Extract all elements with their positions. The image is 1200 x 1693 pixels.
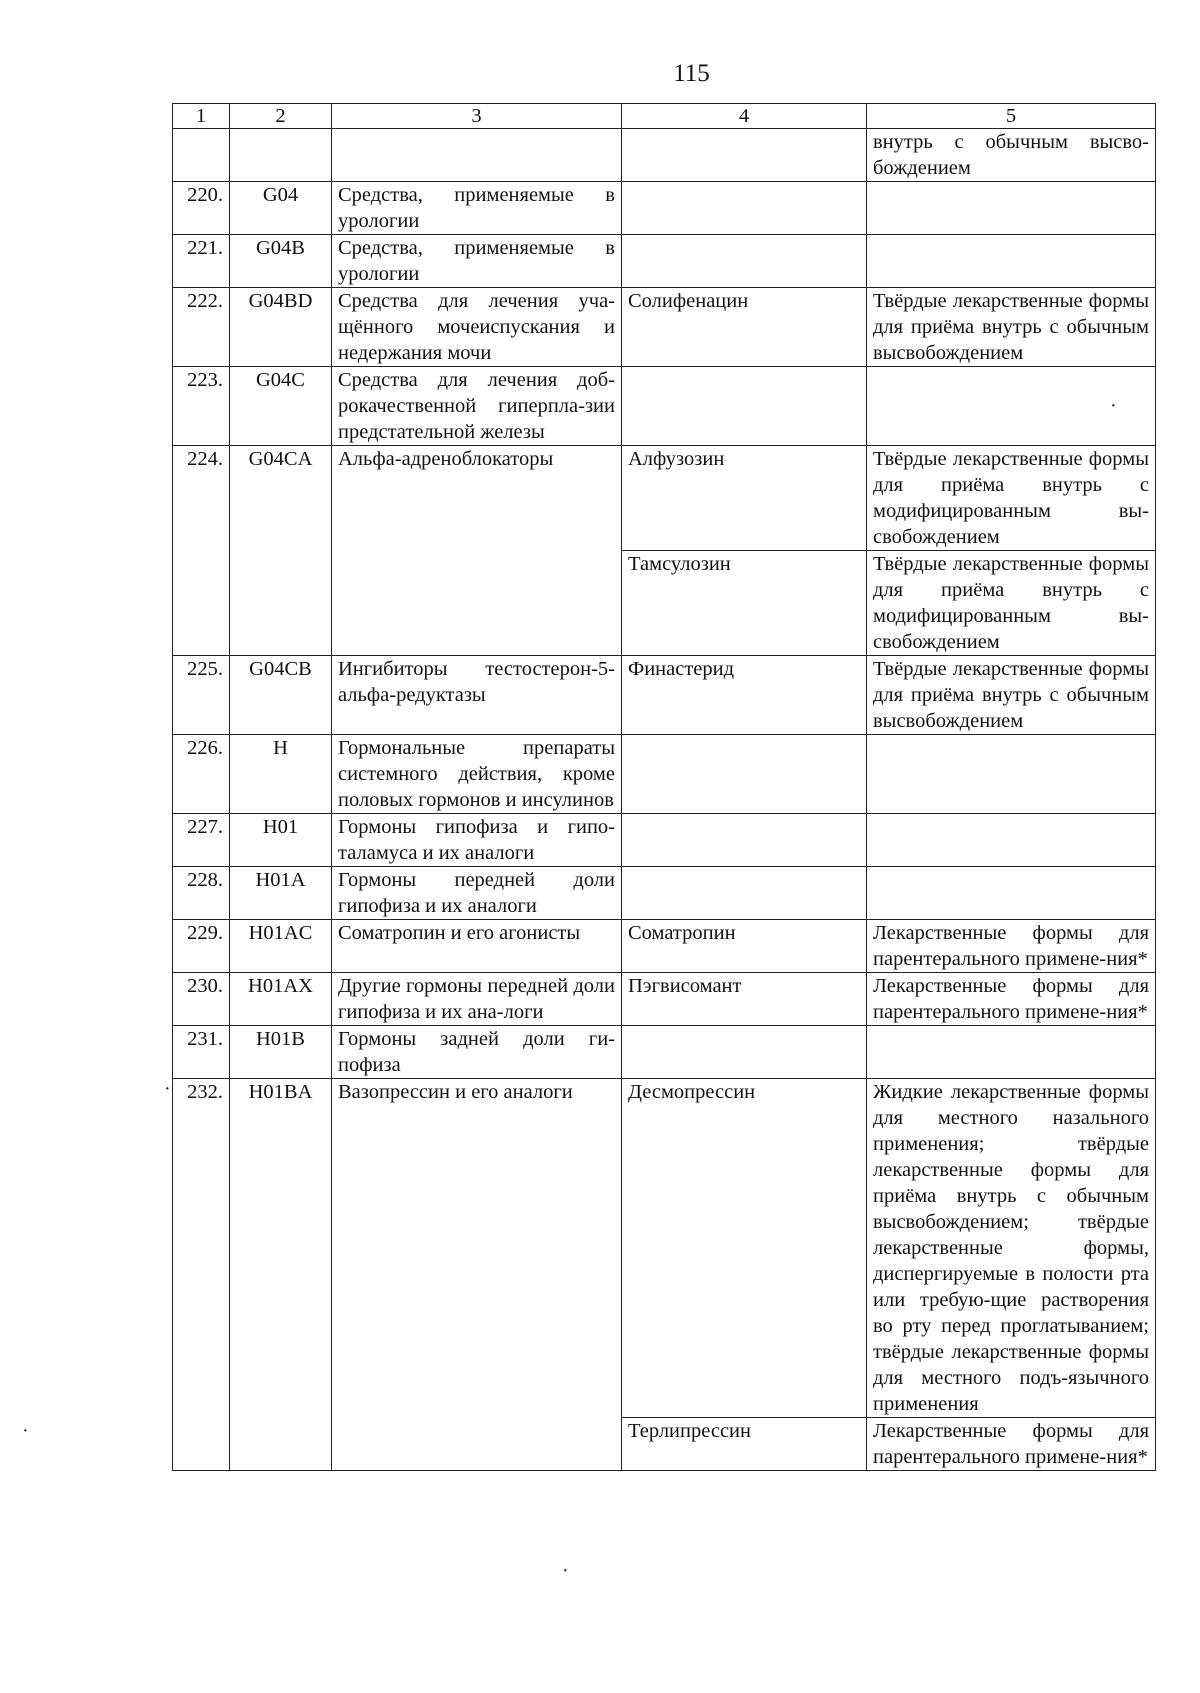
group-name: Средства для лечения уча-щённого мочеиспускания и недержания мочи [332,288,622,367]
row-number: 225. [173,656,230,735]
group-name: Средства для лечения доб-рокачественной гиперпла-зии предстательной железы [332,367,622,446]
dosage-form-cell: Твёрдые лекарственные формы для приёма внутрь с обычным высвобождением [867,656,1156,735]
dosage-form-cell: Твёрдые лекарственные формы для приёма внутрь с модифицированным вы-свобождением [867,446,1156,551]
group-name: Соматропин и его агонисты [332,920,622,973]
drug-name: Десмопрессин [622,1079,867,1418]
row-number: 229. [173,920,230,973]
table-row [173,367,1156,446]
table-row [173,656,1156,735]
drug-name: Солифенацин [622,288,867,367]
dosage-form-cell: Твёрдые лекарственные формы для приёма внутрь с обычным высвобождением [867,288,1156,367]
row-number: 221. [173,235,230,288]
row-number: 232. [173,1079,230,1471]
atc-code: G04 [230,182,332,235]
atc-code: G04CB [230,656,332,735]
atc-code: G04CA [230,446,332,656]
dosage-form-cell: Твёрдые лекарственные формы для приёма внутрь с модифицированным вы-свобождением [867,551,1156,656]
table-row [173,814,1156,867]
table-row [173,1079,1156,1418]
row-number: 224. [173,446,230,656]
group-name: Ингибиторы тестостерон-5-альфа-редуктазы [332,656,622,735]
row-number: 231. [173,1026,230,1079]
atc-code: H01A [230,867,332,920]
table-row [173,735,1156,814]
row-number: 228. [173,867,230,920]
drug-name: Соматропин [622,920,867,973]
dosage-form-cell: Лекарственные формы для парентерального примене-ния* [867,1418,1156,1471]
atc-code: H01B [230,1026,332,1079]
table-row [173,920,1156,973]
group-name: Гормоны передней доли гипофиза и их аналоги [332,867,622,920]
table-row-continuation [173,129,1156,182]
drug-name: Алфузозин [622,446,867,551]
drug-name: Тамсулозин [622,551,867,656]
column-header-4: 4 [622,104,867,129]
dosage-form-cell: Жидкие лекарственные формы для местного назального применения; твёрдые лекарственные формы для приёма внутрь с обычным высвобождением; твёрдые лекарственные формы, диспергируемые в полости рта или требую-щие растворения во рту перед проглатыванием; твёрдые лекарственные формы для местного подъ-язычного применения [867,1079,1156,1418]
group-name: Другие гормоны передней доли гипофиза и их ана-логи [332,973,622,1026]
atc-code: G04BD [230,288,332,367]
column-header-5: 5 [867,104,1156,129]
table-row [173,182,1156,235]
atc-code: H01 [230,814,332,867]
group-name: Средства, применяемые в урологии [332,182,622,235]
atc-code: H01BA [230,1079,332,1471]
row-number: 222. [173,288,230,367]
column-header-3: 3 [332,104,622,129]
row-number: 220. [173,182,230,235]
group-name: Гормоны гипофиза и гипо-таламуса и их аналоги [332,814,622,867]
dosage-form-cell: внутрь с обычным высво-бождением [867,129,1156,182]
column-header-1: 1 [173,104,230,129]
medicines-table [172,103,1156,1471]
group-name: Средства, применяемые в урологии [332,235,622,288]
dosage-form-cell: Лекарственные формы для парентерального примене-ния* [867,920,1156,973]
table-row [173,867,1156,920]
row-number: 223. [173,367,230,446]
scan-speck: · [562,1560,569,1582]
table-row [173,973,1156,1026]
group-name: Гормоны задней доли ги-пофиза [332,1026,622,1079]
group-name: Альфа-адреноблокаторы [332,446,622,656]
row-number: 230. [173,973,230,1026]
scan-speck: · [164,1078,171,1100]
table-row [173,446,1156,551]
table-row [173,235,1156,288]
dosage-form-cell: Лекарственные формы для парентерального примене-ния* [867,973,1156,1026]
page-number: 115 [673,60,710,87]
table-row [173,1026,1156,1079]
drug-name: Терлипрессин [622,1418,867,1471]
group-name: Вазопрессин и его аналоги [332,1079,622,1471]
atc-code: H01AX [230,973,332,1026]
drug-name: Пэгвисомант [622,973,867,1026]
drug-name: Финастерид [622,656,867,735]
atc-code: G04C [230,367,332,446]
row-number: 226. [173,735,230,814]
scan-speck: · [22,1420,29,1442]
group-name: Гормональные препараты системного действия, кроме половых гормонов и инсулинов [332,735,622,814]
atc-code: H01AC [230,920,332,973]
row-number: 227. [173,814,230,867]
atc-code: G04B [230,235,332,288]
header-row [173,104,1156,129]
table-row [173,288,1156,367]
atc-code: H [230,735,332,814]
scan-speck: · [1110,395,1117,417]
column-header-2: 2 [230,104,332,129]
